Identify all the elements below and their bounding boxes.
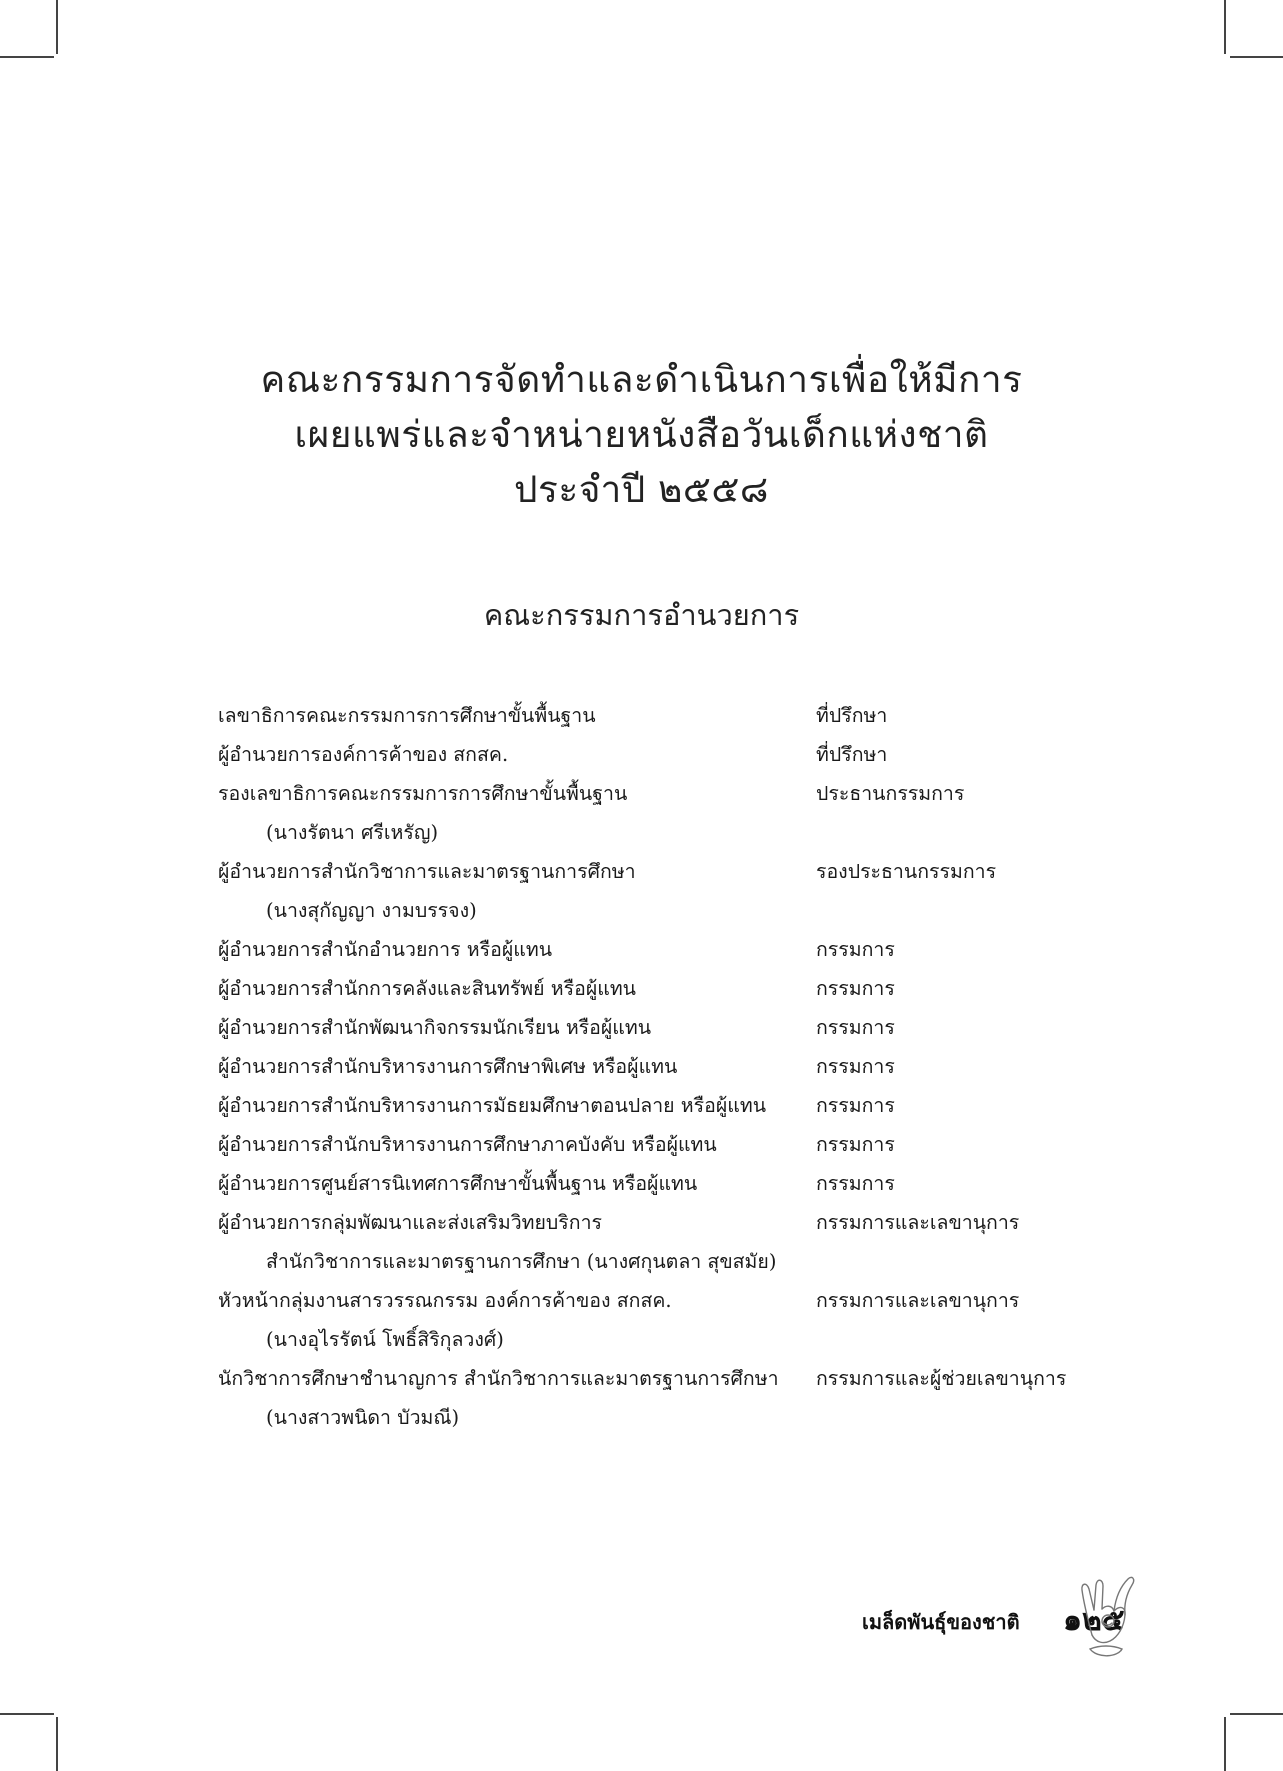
- crop-mark: [0, 1713, 54, 1715]
- member-role: กรรมการ: [816, 1016, 895, 1039]
- member-role: ที่ปรึกษา: [816, 704, 888, 727]
- committee-row: [218, 735, 1118, 774]
- member-position: ผู้อำนวยการศูนย์สารนิเทศการศึกษาขั้นพื้นฐาน หรือผู้แทน: [218, 1172, 698, 1195]
- page-number: ๑๒๕: [1063, 1603, 1125, 1638]
- committee-row: [218, 930, 1118, 969]
- committee-row: [218, 1125, 1118, 1164]
- member-role: ที่ปรึกษา: [816, 743, 888, 766]
- crop-mark: [1230, 1713, 1283, 1715]
- crop-mark: [1230, 56, 1283, 58]
- committee-row: [218, 1047, 1118, 1086]
- title-line-1: คณะกรรมการจัดทำและดำเนินการเพื่อให้มีการ: [260, 358, 1023, 401]
- crop-mark: [1224, 1717, 1226, 1771]
- member-role: กรรมการ: [816, 938, 895, 961]
- member-position: เลขาธิการคณะกรรมการการศึกษาขั้นพื้นฐาน: [218, 704, 596, 727]
- committee-list: [218, 696, 1118, 1437]
- member-position: ผู้อำนวยการสำนักการคลังและสินทรัพย์ หรือผู้แทน: [218, 977, 637, 1000]
- title-line-3: ประจำปี ๒๕๕๘: [514, 468, 769, 511]
- member-position: ผู้อำนวยการสำนักบริหารงานการศึกษาภาคบังคับ หรือผู้แทน: [218, 1133, 717, 1156]
- member-role: กรรมการ: [816, 977, 895, 1000]
- section-subtitle: คณะกรรมการอำนวยการ: [483, 598, 800, 632]
- member-role: กรรมการและผู้ช่วยเลขานุการ: [816, 1367, 1067, 1390]
- crop-mark: [1224, 0, 1226, 54]
- member-role: กรรมการ: [816, 1055, 895, 1078]
- member-position: ผู้อำนวยการสำนักบริหารงานการมัธยมศึกษาตอนปลาย หรือผู้แทน: [218, 1094, 767, 1117]
- member-position: ผู้อำนวยการกลุ่มพัฒนาและส่งเสริมวิทยบริการ: [218, 1211, 603, 1234]
- crop-mark: [56, 0, 58, 54]
- member-role: กรรมการและเลขานุการ: [816, 1211, 1020, 1234]
- member-detail: (นางอุไรรัตน์ โพธิ์สิริกุลวงศ์): [266, 1328, 504, 1351]
- member-detail: สำนักวิชาการและมาตรฐานการศึกษา (นางศกุนตลา สุขสมัย): [266, 1250, 777, 1273]
- member-role: รองประธานกรรมการ: [816, 860, 997, 883]
- committee-row: [218, 891, 1118, 930]
- member-position: ผู้อำนวยการสำนักบริหารงานการศึกษาพิเศษ หรือผู้แทน: [218, 1055, 678, 1078]
- committee-row: [218, 1086, 1118, 1125]
- member-role: กรรมการและเลขานุการ: [816, 1289, 1020, 1312]
- member-position: ผู้อำนวยการสำนักอำนวยการ หรือผู้แทน: [218, 938, 553, 961]
- committee-row: [218, 1164, 1118, 1203]
- member-role: กรรมการ: [816, 1094, 895, 1117]
- committee-row: [218, 1398, 1118, 1437]
- member-position: หัวหน้ากลุ่มงานสารวรรณกรรม องค์การค้าของ สกสค.: [218, 1289, 672, 1312]
- committee-row: [218, 852, 1118, 891]
- committee-row: [218, 1359, 1118, 1398]
- crop-mark: [0, 56, 54, 58]
- member-detail: (นางสุกัญญา งามบรรจง): [266, 899, 477, 922]
- member-detail: (นางสาวพนิดา บัวมณี): [266, 1406, 460, 1429]
- member-position: ผู้อำนวยการองค์การค้าของ สกสค.: [218, 743, 509, 766]
- committee-row: [218, 1281, 1118, 1320]
- committee-row: [218, 969, 1118, 1008]
- committee-row: [218, 1008, 1118, 1047]
- footer-book-title: เมล็ดพันธุ์ของชาติ: [862, 1610, 1020, 1634]
- member-position: ผู้อำนวยการสำนักวิชาการและมาตรฐานการศึกษา: [218, 860, 636, 883]
- committee-row: [218, 696, 1118, 735]
- member-role: กรรมการ: [816, 1133, 895, 1156]
- committee-row: [218, 1320, 1118, 1359]
- committee-row: [218, 1242, 1118, 1281]
- member-detail: (นางรัตนา ศรีเหรัญ): [266, 821, 439, 844]
- committee-row: [218, 813, 1118, 852]
- title-line-2: เผยแพร่และจำหน่ายหนังสือวันเด็กแห่งชาติ: [294, 413, 989, 456]
- member-position: ผู้อำนวยการสำนักพัฒนากิจกรรมนักเรียน หรือผู้แทน: [218, 1016, 652, 1039]
- committee-row: [218, 774, 1118, 813]
- member-role: ประธานกรรมการ: [816, 782, 965, 805]
- crop-mark: [56, 1717, 58, 1771]
- member-position: นักวิชาการศึกษาชำนาญการ สำนักวิชาการและมาตรฐานการศึกษา: [218, 1367, 779, 1390]
- committee-row: [218, 1203, 1118, 1242]
- member-role: กรรมการ: [816, 1172, 895, 1195]
- page-title: [0, 352, 1283, 517]
- member-position: รองเลขาธิการคณะกรรมการการศึกษาขั้นพื้นฐาน: [218, 782, 628, 805]
- hand-sign-logo-icon: [1070, 1565, 1140, 1665]
